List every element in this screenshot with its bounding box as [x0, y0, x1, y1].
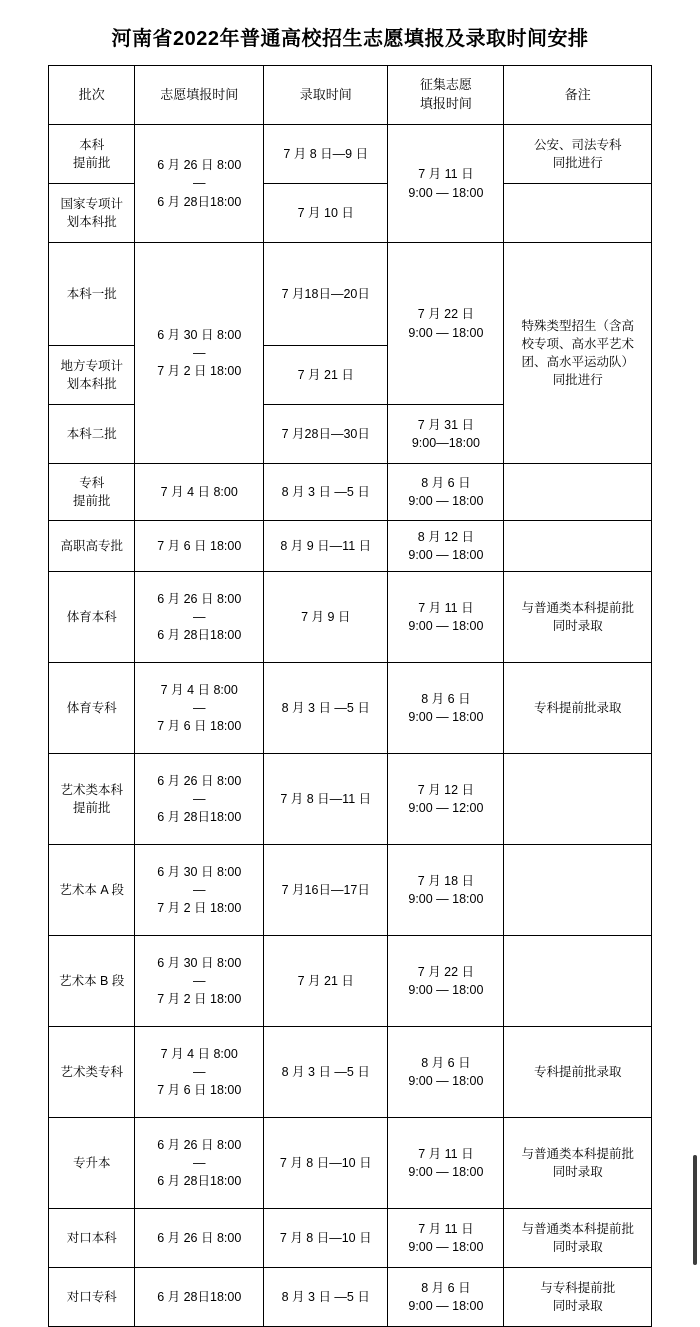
text-line: 9:00 — 18:00: [408, 1165, 484, 1179]
cell-batch: [49, 1268, 135, 1327]
cell-collect-time: [388, 572, 504, 663]
column-header-batch: 批次: [49, 66, 135, 125]
schedule-table: [48, 65, 652, 1327]
text-line: 9:00 — 18:00: [408, 892, 484, 906]
text-line: 同批进行: [552, 156, 603, 170]
text-line: 8 月 6 日: [421, 1055, 471, 1070]
text-line: 7 月 22 日: [417, 964, 475, 979]
cell-apply-time: [135, 663, 264, 754]
text-line: 与专科提前批: [540, 1280, 616, 1295]
table-row: [49, 1027, 652, 1118]
text-line: 划本科批: [66, 215, 117, 229]
text-line: 7 月 11 日: [418, 1146, 474, 1161]
text-line: 专科: [79, 475, 105, 490]
cell-note: [504, 1209, 652, 1268]
cell-batch: [49, 405, 135, 464]
cell-apply-time: [135, 845, 264, 936]
text-line: 划本科批: [66, 377, 117, 391]
cell-note: [504, 521, 652, 572]
cell-apply-time: [135, 521, 264, 572]
cell-collect-time: [388, 1268, 504, 1327]
cell-apply-time: [135, 1027, 264, 1118]
cell-note: [504, 1268, 652, 1327]
text-line: 7 月 11 日: [418, 167, 474, 182]
text-line: 6 月 30 日 8:00: [157, 955, 242, 970]
cell-collect-time: [388, 243, 504, 405]
text-line: 艺术本 A 段: [59, 882, 125, 897]
text-line: 7 月 21 日: [297, 367, 354, 382]
cell-collect-time: [388, 1118, 504, 1209]
text-line: 6 月 28日18:00: [157, 1289, 242, 1304]
text-line: 提前批: [72, 494, 111, 508]
table-row: [49, 936, 652, 1027]
collect-header-line2: 填报时间: [419, 96, 472, 111]
text-line: 与普通类本科提前批: [521, 1221, 634, 1236]
cell-batch: [49, 184, 135, 243]
cell-apply-time: [135, 936, 264, 1027]
text-line: 6 月 28日18:00: [157, 810, 242, 825]
text-line: 9:00 — 18:00: [408, 710, 484, 724]
column-header-collect-time: [388, 66, 504, 125]
text-line: 7 月 22 日: [417, 307, 475, 322]
text-line: 8 月 3 日 —5 日: [281, 1289, 370, 1304]
cell-batch: [49, 464, 135, 521]
text-line: —: [192, 609, 206, 624]
text-line: —: [192, 176, 206, 191]
text-line: 6 月 26 日 8:00: [157, 1230, 242, 1245]
text-line: 9:00 — 18:00: [408, 1240, 484, 1254]
text-line: —: [192, 791, 206, 806]
column-header-note: 备注: [504, 66, 652, 125]
cell-note: [504, 184, 652, 243]
text-line: 艺术类专科: [60, 1064, 123, 1079]
cell-collect-time: [388, 1209, 504, 1268]
cell-admission-time: [264, 346, 388, 405]
text-line: 7 月 4 日 8:00: [160, 484, 238, 499]
cell-admission-time: [264, 243, 388, 346]
text-line: 8 月 3 日 —5 日: [281, 1064, 370, 1079]
text-line: 6 月 28日18:00: [157, 628, 242, 643]
text-line: 9:00—18:00: [411, 436, 480, 450]
cell-note: [504, 845, 652, 936]
text-line: 提前批: [72, 156, 111, 170]
text-line: 7 月 2 日 18:00: [157, 901, 242, 916]
text-line: 8 月 3 日 —5 日: [281, 700, 370, 715]
cell-note: [504, 125, 652, 184]
cell-admission-time: [264, 572, 388, 663]
cell-collect-time: [388, 936, 504, 1027]
text-line: 7 月 12 日: [417, 782, 475, 797]
cell-batch: [49, 754, 135, 845]
cell-admission-time: [264, 936, 388, 1027]
collect-header-line1: 征集志愿: [419, 77, 472, 93]
text-line: 对口专科: [66, 1289, 117, 1304]
text-line: —: [192, 1155, 206, 1170]
text-line: 9:00 — 18:00: [408, 548, 484, 562]
text-line: 7 月 8 日—11 日: [280, 791, 372, 806]
text-line: 与普通类本科提前批: [521, 600, 634, 615]
text-line: 9:00 — 18:00: [408, 983, 484, 997]
column-header-apply-time: 志愿填报时间: [135, 66, 264, 125]
text-line: 9:00 — 12:00: [408, 801, 484, 815]
cell-apply-time: [135, 1209, 264, 1268]
text-line: 6 月 28日18:00: [157, 1174, 242, 1189]
cell-collect-time: [388, 405, 504, 464]
table-row: [49, 464, 652, 521]
cell-collect-time: [388, 1027, 504, 1118]
table-row: [49, 1118, 652, 1209]
cell-batch: [49, 1209, 135, 1268]
text-line: 本科: [79, 137, 105, 152]
cell-collect-time: [388, 754, 504, 845]
text-line: 6 月 26 日 8:00: [157, 591, 242, 606]
text-line: 7 月 6 日 18:00: [157, 538, 242, 553]
table-row: [49, 663, 652, 754]
text-line: 7 月 8 日—10 日: [279, 1230, 372, 1245]
cell-note: [504, 243, 652, 464]
text-line: 8 月 6 日: [421, 691, 471, 706]
cell-apply-time: [135, 1268, 264, 1327]
table-row: [49, 572, 652, 663]
cell-collect-time: [388, 464, 504, 521]
text-line: 同时录取: [552, 1165, 603, 1179]
text-line: 地方专项计: [60, 358, 123, 373]
text-line: 7 月 4 日 8:00: [160, 682, 238, 697]
cell-note: [504, 663, 652, 754]
table-header-row: [49, 66, 652, 125]
text-line: 同批进行: [552, 373, 603, 388]
cell-batch: [49, 521, 135, 572]
vertical-scrollbar[interactable]: [693, 1155, 697, 1265]
cell-admission-time: [264, 184, 388, 243]
cell-admission-time: [264, 754, 388, 845]
cell-batch: [49, 663, 135, 754]
text-line: 7 月 31 日: [417, 417, 475, 432]
text-line: 7 月 6 日 18:00: [157, 719, 242, 734]
text-line: 6 月 30 日 8:00: [157, 864, 242, 879]
text-line: 提前批: [72, 801, 111, 815]
text-line: 公安、司法专科: [533, 137, 622, 152]
text-line: 专科提前批录取: [533, 700, 622, 715]
text-line: 7 月 21 日: [297, 973, 354, 988]
cell-batch: [49, 936, 135, 1027]
table-row: [49, 845, 652, 936]
text-line: 高职高专批: [60, 538, 123, 553]
text-line: 9:00 — 18:00: [408, 1299, 484, 1313]
table-row: [49, 125, 652, 184]
cell-note: [504, 572, 652, 663]
cell-note: [504, 936, 652, 1027]
text-line: 体育专科: [66, 700, 117, 715]
text-line: 艺术本 B 段: [59, 973, 125, 988]
cell-admission-time: [264, 1027, 388, 1118]
text-line: 特殊类型招生（含高: [521, 318, 634, 333]
cell-admission-time: [264, 845, 388, 936]
cell-batch: [49, 572, 135, 663]
column-header-admission-time: 录取时间: [264, 66, 388, 125]
text-line: 6 月 26 日 8:00: [157, 158, 242, 173]
table-body: [49, 125, 652, 1327]
cell-note: [504, 464, 652, 521]
cell-admission-time: [264, 405, 388, 464]
text-line: 9:00 — 18:00: [408, 619, 484, 633]
text-line: —: [192, 882, 206, 897]
text-line: 本科二批: [66, 426, 117, 441]
text-line: 7 月16日—17日: [281, 882, 370, 897]
text-line: 同时录取: [552, 1240, 603, 1254]
cell-collect-time: [388, 845, 504, 936]
cell-admission-time: [264, 1209, 388, 1268]
text-line: 与普通类本科提前批: [521, 1146, 634, 1161]
text-line: 8 月 12 日: [417, 529, 475, 544]
cell-batch: [49, 1027, 135, 1118]
cell-admission-time: [264, 464, 388, 521]
text-line: 8 月 6 日: [421, 475, 471, 490]
text-line: 同时录取: [552, 619, 603, 633]
text-line: 7 月 6 日 18:00: [157, 1083, 242, 1098]
table-row: [49, 1268, 652, 1327]
text-line: 6 月 26 日 8:00: [157, 773, 242, 788]
text-line: 6 月 26 日 8:00: [157, 1137, 242, 1152]
cell-admission-time: [264, 1118, 388, 1209]
text-line: 团、高水平运动队）: [521, 355, 634, 369]
cell-note: [504, 1027, 652, 1118]
cell-collect-time: [388, 521, 504, 572]
text-line: —: [192, 345, 206, 360]
table-row: [49, 521, 652, 572]
text-line: 6 月 30 日 8:00: [157, 327, 242, 342]
text-line: —: [192, 700, 206, 715]
text-line: 7 月 2 日 18:00: [157, 364, 242, 379]
cell-admission-time: [264, 1268, 388, 1327]
text-line: 艺术类本科: [60, 782, 123, 797]
text-line: 7 月 2 日 18:00: [157, 992, 242, 1007]
text-line: 7 月 9 日: [301, 609, 351, 624]
text-line: 7 月 8 日—9 日: [283, 146, 369, 161]
cell-apply-time: [135, 243, 264, 464]
cell-apply-time: [135, 125, 264, 243]
cell-batch: [49, 845, 135, 936]
text-line: 7 月 4 日 8:00: [160, 1046, 238, 1061]
text-line: —: [192, 973, 206, 988]
table-row: [49, 1209, 652, 1268]
text-line: 体育本科: [66, 609, 117, 624]
cell-note: [504, 754, 652, 845]
text-line: 7 月 11 日: [418, 600, 474, 615]
table-row: [49, 754, 652, 845]
text-line: 8 月 9 日—11 日: [280, 538, 372, 553]
text-line: 专科提前批录取: [533, 1064, 622, 1079]
text-line: 7 月28日—30日: [281, 426, 370, 441]
cell-apply-time: [135, 572, 264, 663]
text-line: 专升本: [72, 1155, 111, 1170]
text-line: 7 月 18 日: [417, 873, 475, 888]
text-line: 7 月 11 日: [418, 1221, 474, 1236]
cell-admission-time: [264, 663, 388, 754]
cell-admission-time: [264, 125, 388, 184]
text-line: —: [192, 1064, 206, 1079]
cell-apply-time: [135, 1118, 264, 1209]
text-line: 9:00 — 18:00: [408, 325, 484, 340]
text-line: 6 月 28日18:00: [157, 194, 242, 209]
text-line: 国家专项计: [60, 196, 123, 211]
cell-batch: [49, 243, 135, 346]
text-line: 对口本科: [66, 1230, 117, 1245]
text-line: 7 月 8 日—10 日: [279, 1155, 372, 1170]
cell-batch: [49, 1118, 135, 1209]
text-line: 8 月 3 日 —5 日: [281, 484, 370, 499]
cell-apply-time: [135, 464, 264, 521]
text-line: 同时录取: [552, 1299, 603, 1313]
text-line: 9:00 — 18:00: [408, 185, 484, 200]
cell-batch: [49, 125, 135, 184]
cell-apply-time: [135, 754, 264, 845]
text-line: 9:00 — 18:00: [408, 1074, 484, 1088]
table-row: [49, 243, 652, 346]
cell-note: [504, 1118, 652, 1209]
text-line: 7 月 10 日: [297, 205, 354, 220]
text-line: 校专项、高水平艺术: [521, 336, 634, 351]
text-line: 8 月 6 日: [421, 1280, 471, 1295]
cell-admission-time: [264, 521, 388, 572]
page-title: 河南省2022年普通高校招生志愿填报及录取时间安排: [111, 28, 589, 50]
text-line: 9:00 — 18:00: [408, 494, 484, 508]
cell-batch: [49, 346, 135, 405]
cell-collect-time: [388, 663, 504, 754]
cell-collect-time: [388, 125, 504, 243]
text-line: 本科一批: [66, 286, 117, 301]
text-line: 7 月18日—20日: [281, 286, 370, 301]
